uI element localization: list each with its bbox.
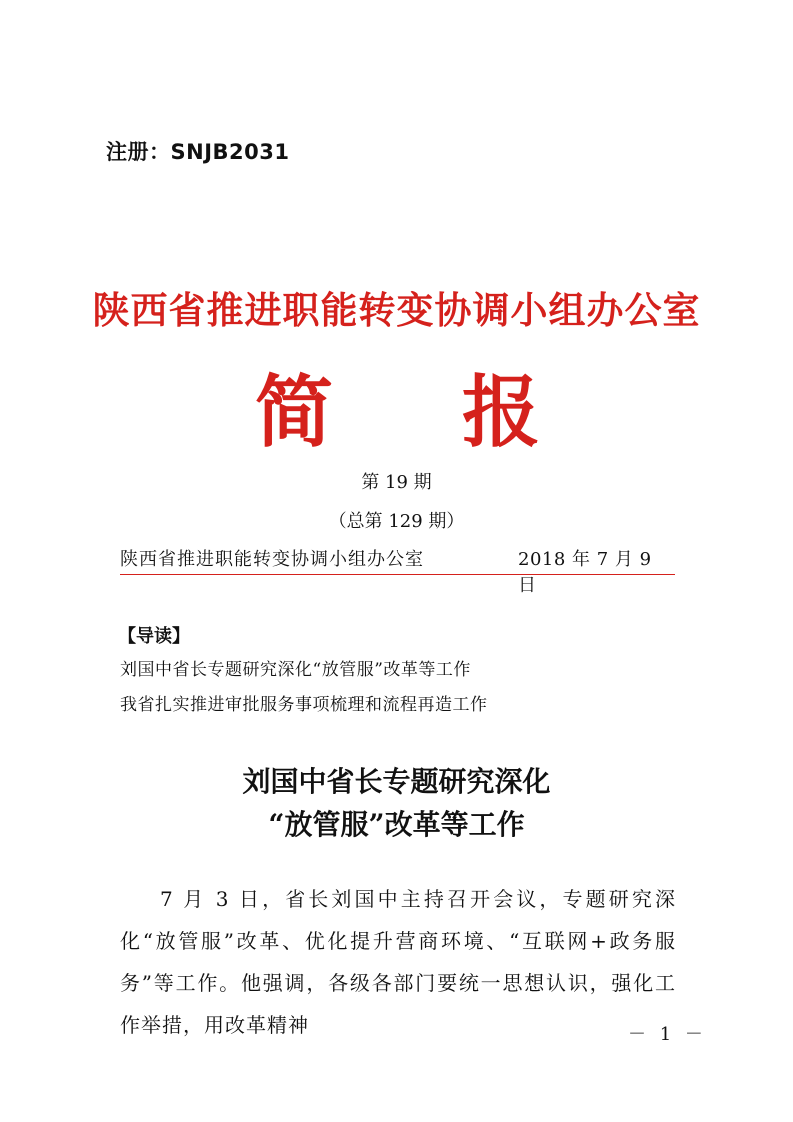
- bulletin-title-left-char: 简: [255, 367, 334, 458]
- total-issue-number: （总第 129 期）: [328, 511, 465, 532]
- guide-item: 我省扎实推进审批服务事项梳理和流程再造工作: [120, 695, 488, 715]
- guide-item: 刘国中省长专题研究深化“放管服”改革等工作: [120, 660, 471, 680]
- red-divider-line: [120, 574, 675, 575]
- page-number: － 1 －: [628, 1024, 707, 1045]
- registration-number: 注册：SNJB2031: [106, 140, 290, 164]
- article-title-line2: “放管服”改革等工作: [268, 808, 525, 841]
- issuer-line: [120, 545, 675, 596]
- guide-heading: 【导读】: [118, 626, 190, 647]
- issue-date: 2018 年 7 月 9 日: [518, 549, 652, 596]
- issue-number: 第 19 期: [361, 472, 432, 493]
- article-title-line1: 刘国中省长专题研究深化: [242, 765, 551, 798]
- article-body: [120, 878, 676, 1046]
- organization-banner: 陕西省推进职能转变协调小组办公室: [92, 289, 701, 332]
- article-paragraph: 7 月 3 日，省长刘国中主持召开会议，专题研究深化“放管服”改革、优化提升营商环境、“互联网+政务服务”等工作。他强调，各级各部门要统一思想认识，强化工作举措，用改革精神: [120, 887, 676, 1037]
- bulletin-title-right-char: 报: [462, 367, 541, 458]
- issuer-name: 陕西省推进职能转变协调小组办公室: [120, 549, 424, 570]
